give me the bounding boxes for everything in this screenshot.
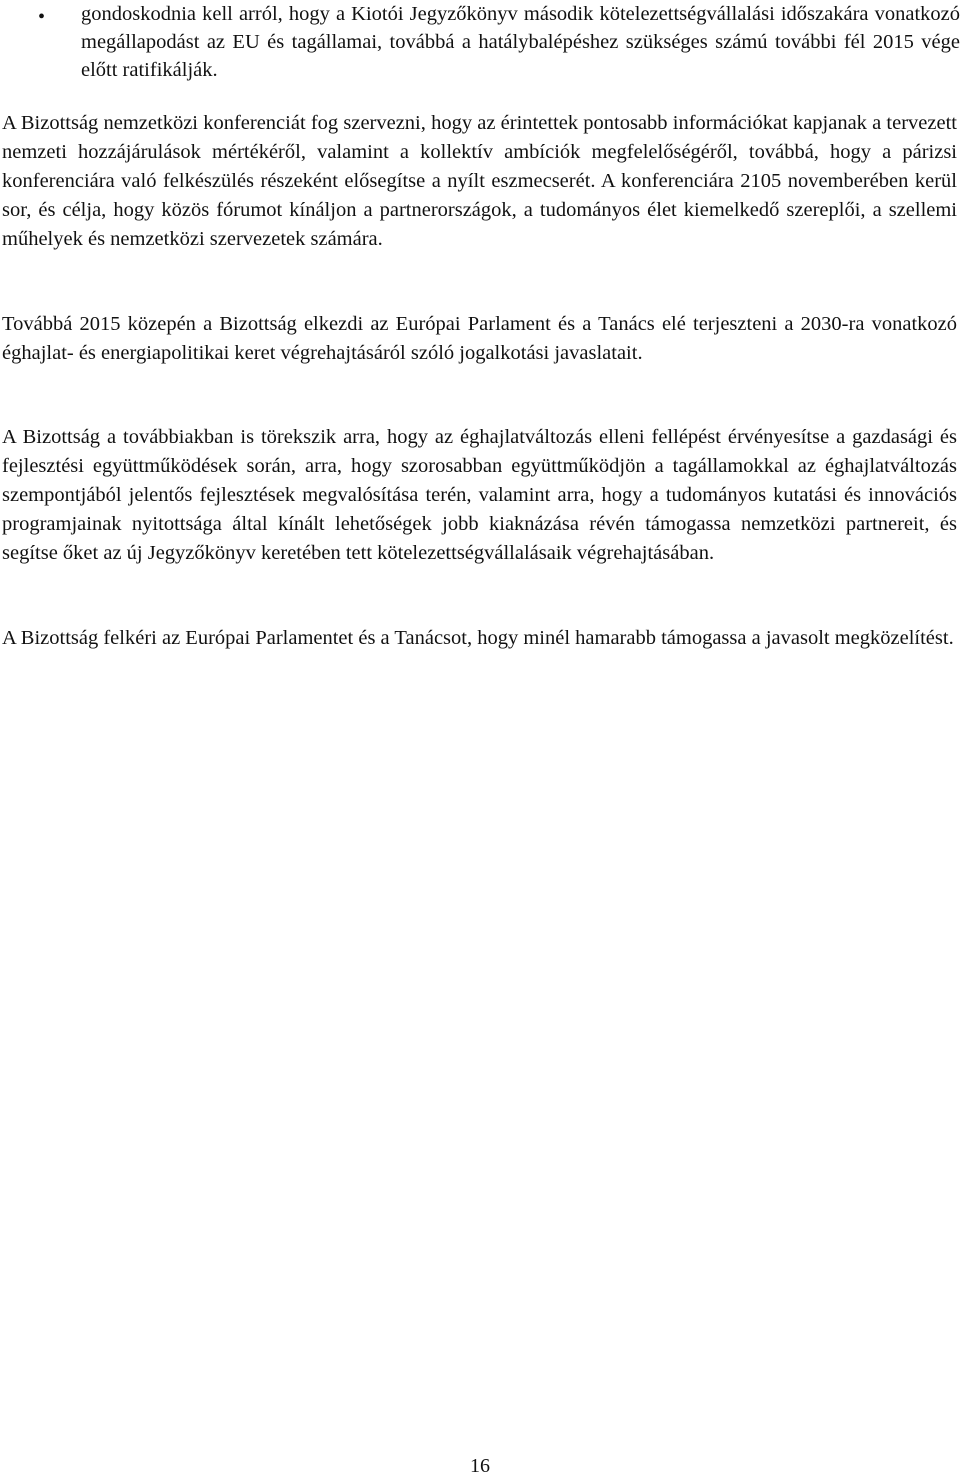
paragraph-cooperation: A Bizottság a továbbiakban is törekszik arra, hogy az éghajlatváltozás elleni fellépést érvényesítse a gazdasági és fejlesztési együttműködések során, arra, hogy szorosabban együttműködjön a tagállamokkal az éghajlatváltozás szempontjából jelentős fejlesztések megvalósítása terén, valamint arra, hogy a tudományos kutatási és innovációs programjainak nyitottsága által kínált lehetőségek jobb kiaknázása révén támogassa nemzetközi partnereit, és segítse őket az új Jegyzőkönyv keretében tett kötelezettségvállalásaik végrehajtásában. [2,426,957,564]
bullet-text: gondoskodnia kell arról, hogy a Kiotói Jegyzőkönyv második kötelezettségvállalási időszakára vonatkozó megállapodást az EU és tagállamai, továbbá a hatálybalépéshez szükséges számú további fél 2015 vége előtt ratifikálják. [81,3,960,81]
bullet-symbol: • [38,6,46,28]
paragraph-request: A Bizottság felkéri az Európai Parlamentet és a Tanácsot, hogy minél hamarabb támogassa a javasolt megközelítést. [2,627,954,649]
page-number: 16 [470,1455,490,1477]
paragraph-conference: A Bizottság nemzetközi konferenciát fog szervezni, hogy az érintettek pontosabb információkat kapjanak a tervezett nemzeti hozzájárulások mértékéről, valamint a kollektív ambíciók megfelelőségéről, továbbá, hogy a párizsi konferenciára való felkészülés részeként elősegítse a nyílt eszmecserét. A konferenciára 2105 novemberében kerül sor, és célja, hogy közös fórumot kínáljon a partnerországok, a tudományos élet kiemelkedő szereplői, a szellemi műhelyek és nemzetközi szervezetek számára. [2,112,957,250]
paragraph-legislative-proposals: Továbbá 2015 közepén a Bizottság elkezdi az Európai Parlament és a Tanács elé terjeszteni a 2030-ra vonatkozó éghajlat- és energiapolitikai keret végrehajtásáról szóló jogalkotási javaslatait. [2,313,957,364]
